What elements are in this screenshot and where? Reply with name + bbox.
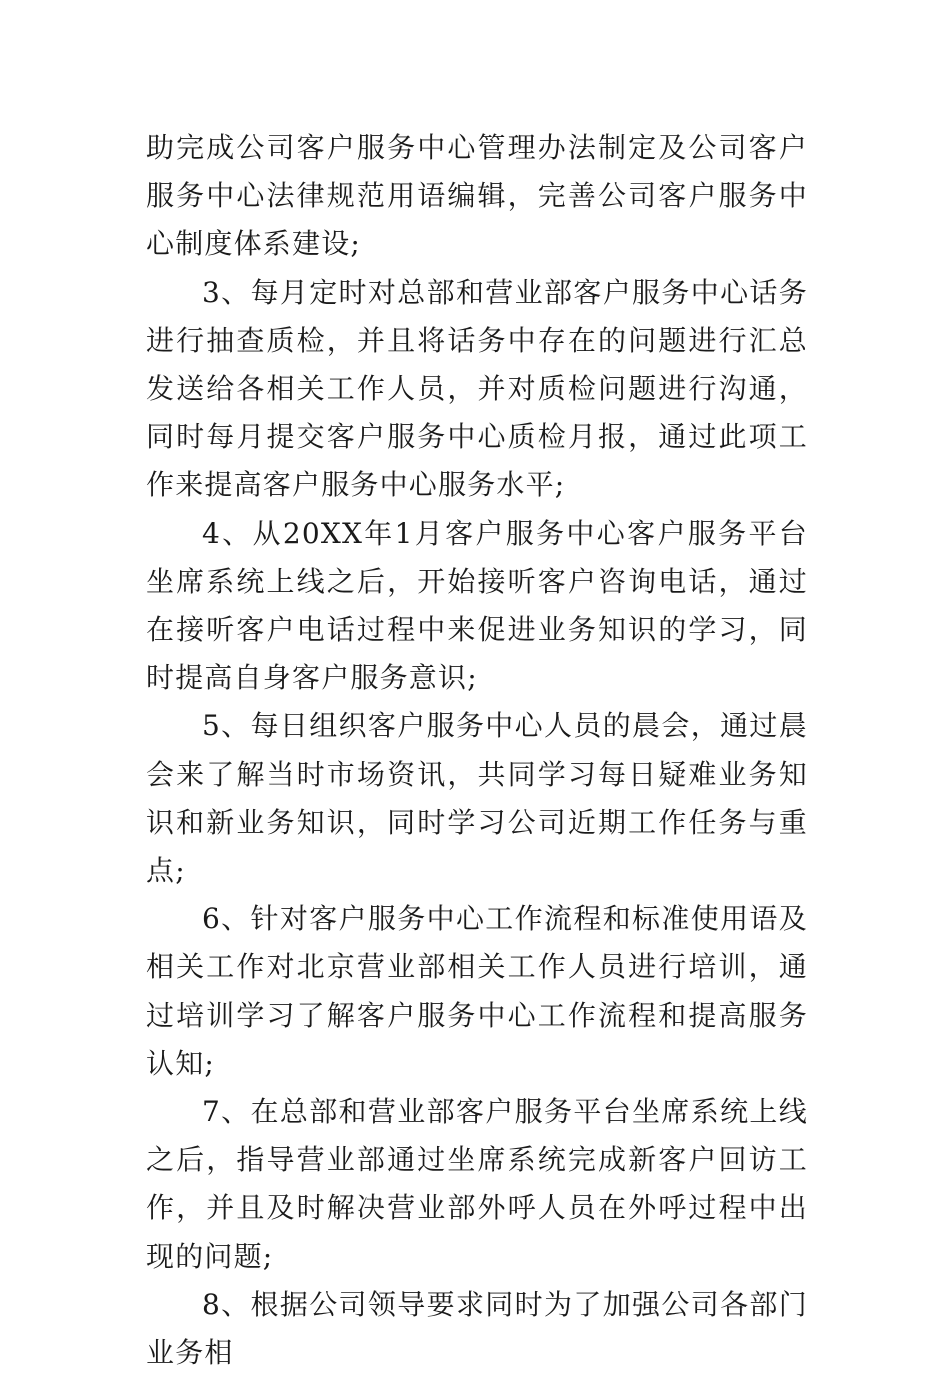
paragraph-item-5: 5、每日组织客户服务中心人员的晨会，通过晨会来了解当时市场资讯，共同学习每日疑难业务知识和新业务知识，同时学习公司近期工作任务与重点; — [146, 709, 808, 888]
paragraph-continuation: 助完成公司客户服务中心管理办法制定及公司客户服务中心法律规范用语编辑，完善公司客户服务中心制度体系建设; — [146, 131, 808, 261]
paragraph-item-4: 4、从20XX年1月客户服务中心客户服务平台坐席系统上线之后，开始接听客户咨询电话，通过在接听客户电话过程中来促进业务知识的学习，同时提高自身客户服务意识; — [146, 516, 808, 695]
document-body — [146, 124, 808, 1377]
paragraph-item-7: 7、在总部和营业部客户服务平台坐席系统上线之后，指导营业部通过坐席系统完成新客户回访工作，并且及时解决营业部外呼人员在外呼过程中出现的问题; — [146, 1095, 808, 1273]
paragraph-item-8: 8、根据公司领导要求同时为了加强公司各部门业务相 — [146, 1287, 808, 1370]
paragraph-item-3: 3、每月定时对总部和营业部客户服务中心话务进行抽查质检，并且将话务中存在的问题进行汇总发送给各相关工作人员，并对质检问题进行沟通，同时每月提交客户服务中心质检月报，通过此项工作来提高客户服务中心服务水平; — [146, 275, 808, 502]
paragraph-item-6: 6、针对客户服务中心工作流程和标准使用语及相关工作对北京营业部相关工作人员进行培训，通过培训学习了解客户服务中心工作流程和提高服务认知; — [146, 902, 808, 1080]
